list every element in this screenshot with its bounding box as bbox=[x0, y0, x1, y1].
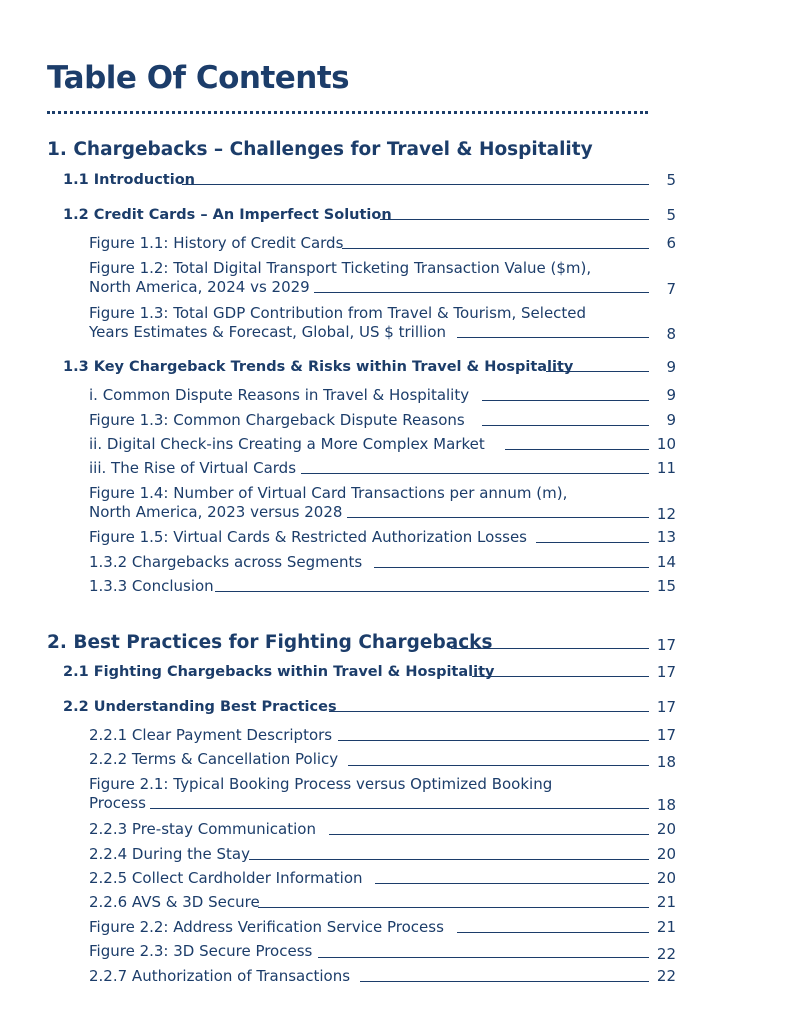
leader-line bbox=[482, 400, 649, 401]
toc-entry-label: Figure 1.3: Common Chargeback Dispute Reasons bbox=[89, 411, 465, 429]
toc-entry-label-line2: Process bbox=[89, 794, 146, 812]
toc-entry-label-line2: North America, 2023 versus 2028 bbox=[89, 503, 343, 521]
toc-page-number: 6 bbox=[666, 234, 676, 252]
toc-page-number: 5 bbox=[666, 206, 676, 224]
leader-line bbox=[380, 219, 649, 220]
toc-page-number: 8 bbox=[666, 325, 676, 343]
title-dotted-rule bbox=[47, 111, 648, 114]
leader-line bbox=[342, 248, 649, 249]
toc-page-number: 17 bbox=[656, 698, 676, 716]
leader-line bbox=[472, 676, 649, 677]
toc-entry-label: 1.2 Credit Cards – An Imperfect Solution bbox=[63, 207, 392, 223]
leader-line bbox=[457, 337, 649, 338]
leader-line bbox=[329, 711, 649, 712]
leader-line bbox=[258, 907, 649, 908]
toc-page-number: 18 bbox=[656, 753, 676, 771]
toc-entry-label: 1.3.3 Conclusion bbox=[89, 577, 214, 595]
leader-line bbox=[375, 883, 649, 884]
toc-page-number: 21 bbox=[656, 893, 676, 911]
toc-page-number: 15 bbox=[656, 577, 676, 595]
toc-page-number: 18 bbox=[656, 796, 676, 814]
toc-page-number: 13 bbox=[656, 528, 676, 546]
leader-line bbox=[314, 292, 649, 293]
leader-line bbox=[318, 957, 649, 958]
toc-entry-label: Figure 2.2: Address Verification Service Process bbox=[89, 918, 444, 936]
toc-entry-label: 2.2.5 Collect Cardholder Information bbox=[89, 869, 363, 887]
toc-entry-label: 1.3 Key Chargeback Trends & Risks within Travel & Hospitality bbox=[63, 359, 574, 375]
toc-page-number: 20 bbox=[656, 820, 676, 838]
leader-line bbox=[374, 567, 649, 568]
toc-page-number: 22 bbox=[656, 967, 676, 985]
toc-entry-label: Figure 1.5: Virtual Cards & Restricted Authorization Losses bbox=[89, 528, 527, 546]
leader-line bbox=[505, 449, 649, 450]
section-heading-2: 2. Best Practices for Fighting Chargebacks bbox=[47, 632, 493, 653]
toc-page-number: 20 bbox=[656, 845, 676, 863]
leader-line bbox=[301, 473, 649, 474]
section-heading-1: 1. Chargebacks – Challenges for Travel & Hospitality bbox=[47, 139, 593, 160]
toc-entry-label: iii. The Rise of Virtual Cards bbox=[89, 459, 297, 477]
toc-page-number: 5 bbox=[666, 171, 676, 189]
toc-page-number: 9 bbox=[666, 411, 676, 429]
leader-line bbox=[182, 184, 649, 185]
toc-entry-label: 1.3.2 Chargebacks across Segments bbox=[89, 553, 363, 571]
toc-entry-label: 2.2.7 Authorization of Transactions bbox=[89, 967, 351, 985]
toc-entry-label-line1: Figure 1.2: Total Digital Transport Ticketing Transaction Value ($m), bbox=[89, 259, 592, 277]
toc-entry-label: 1.1 Introduction bbox=[63, 172, 195, 188]
toc-page-number: 20 bbox=[656, 869, 676, 887]
leader-line bbox=[329, 834, 649, 835]
toc-page-number: 11 bbox=[656, 459, 676, 477]
toc-page-number: 7 bbox=[666, 280, 676, 298]
toc-page-number: 22 bbox=[656, 945, 676, 963]
leader-line bbox=[347, 517, 649, 518]
toc-entry-label-line1: Figure 1.4: Number of Virtual Card Transactions per annum (m), bbox=[89, 484, 568, 502]
toc-entry-label: 2.2.1 Clear Payment Descriptors bbox=[89, 726, 333, 744]
toc-entry-label-line1: Figure 2.1: Typical Booking Process versus Optimized Booking bbox=[89, 775, 553, 793]
toc-entry-label: i. Common Dispute Reasons in Travel & Hospitality bbox=[89, 386, 470, 404]
leader-line bbox=[338, 740, 649, 741]
toc-page-number: 14 bbox=[656, 553, 676, 571]
page-title: Table Of Contents bbox=[47, 60, 350, 96]
toc-entry-label: Figure 2.3: 3D Secure Process bbox=[89, 942, 313, 960]
leader-line bbox=[451, 648, 649, 649]
toc-page-number: 17 bbox=[656, 663, 676, 681]
toc-page-number: 21 bbox=[656, 918, 676, 936]
toc-entry-label: 2.1 Fighting Chargebacks within Travel & Hospitality bbox=[63, 664, 495, 680]
leader-line bbox=[536, 542, 649, 543]
toc-page-number: 9 bbox=[666, 386, 676, 404]
toc-entry-label-line1: Figure 1.3: Total GDP Contribution from Travel & Tourism, Selected bbox=[89, 304, 587, 322]
leader-line bbox=[360, 981, 649, 982]
toc-entry-label: 2.2.3 Pre-stay Communication bbox=[89, 820, 316, 838]
toc-entry-label: 2.2.2 Terms & Cancellation Policy bbox=[89, 750, 339, 768]
toc-entry-label: 2.2.6 AVS & 3D Secure bbox=[89, 893, 260, 911]
toc-page-number: 17 bbox=[656, 636, 676, 654]
toc-page-number: 12 bbox=[656, 505, 676, 523]
toc-entry-label-line2: Years Estimates & Forecast, Global, US $ trillion bbox=[89, 323, 447, 341]
leader-line bbox=[150, 808, 649, 809]
toc-page-number: 9 bbox=[666, 358, 676, 376]
leader-line bbox=[215, 591, 649, 592]
toc-entry-label-line2: North America, 2024 vs 2029 bbox=[89, 278, 310, 296]
leader-line bbox=[249, 859, 649, 860]
toc-entry-label: Figure 1.1: History of Credit Cards bbox=[89, 234, 344, 252]
leader-line bbox=[457, 932, 649, 933]
toc-page-number: 10 bbox=[656, 435, 676, 453]
toc-entry-label: 2.2 Understanding Best Practices bbox=[63, 699, 337, 715]
toc-entry-label: ii. Digital Check-ins Creating a More Complex Market bbox=[89, 435, 485, 453]
leader-line bbox=[546, 371, 649, 372]
leader-line bbox=[482, 425, 649, 426]
leader-line bbox=[348, 765, 649, 766]
toc-page-number: 17 bbox=[656, 726, 676, 744]
toc-entry-label: 2.2.4 During the Stay bbox=[89, 845, 250, 863]
